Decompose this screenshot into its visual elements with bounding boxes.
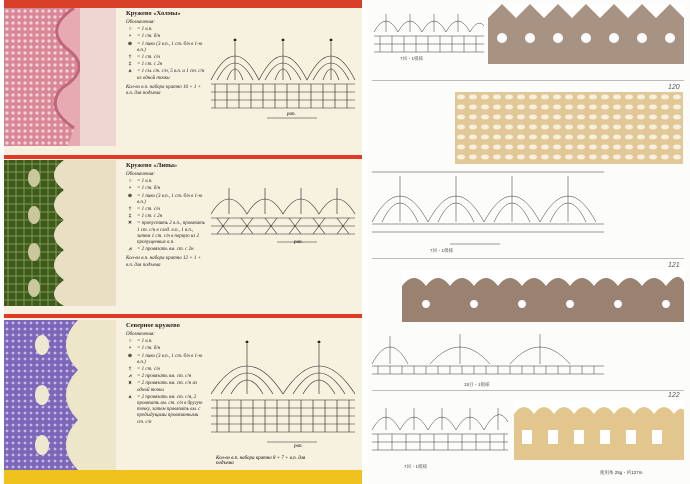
section-lipy xyxy=(4,160,362,310)
legend-row xyxy=(126,207,206,213)
pattern-repeat-label: 7回・1模様 xyxy=(430,248,454,253)
legend-symbol: ✕ xyxy=(127,221,133,227)
row-divider xyxy=(372,390,684,391)
legend-text: = 1 ст. с/н xyxy=(137,55,160,61)
green-lace-swatch xyxy=(4,160,116,306)
legend-text: = 1 ст. с/н xyxy=(137,207,160,213)
yarn-info-footer: 使用糸 25g・約127m xyxy=(600,470,643,475)
crochet-schema-lipy xyxy=(207,178,359,248)
stitch-count-note: Кол-во в.п. набора кратно 16 + 1 + в.п. для подъема xyxy=(126,84,201,97)
rapport-label: рап. xyxy=(294,444,303,449)
chart-pattern-122 xyxy=(370,400,510,464)
pink-lace-swatch xyxy=(4,8,116,146)
legend-symbol: ‡ xyxy=(128,62,132,68)
legend-text: = 1 ст. б/н xyxy=(137,346,161,352)
legend-holmy xyxy=(126,10,206,97)
pattern-repeat-label: 7回・1模様 xyxy=(400,56,424,61)
stitch-count-note: Кол-во в.п. набора кратно 8 + 7 + в.п. для подъема xyxy=(216,456,306,466)
legend-symbol: ○ xyxy=(128,339,132,345)
legend-symbol: ⊕ xyxy=(127,193,133,199)
taupe-lace-swatch xyxy=(488,4,684,64)
legend-symbol: ⩘ xyxy=(128,247,132,253)
legend-row xyxy=(126,194,206,206)
section-title: Кружево «Холмы» xyxy=(126,10,181,17)
legend-symbol: + xyxy=(128,34,132,40)
legend-text: = 2 провязать вм. ст. с/н xyxy=(137,374,192,380)
lace-photo-purple xyxy=(4,320,116,470)
stitch-count-note: Кол-во в.п. набора кратно 12 + 1 + в.п. для подъема xyxy=(126,256,201,268)
legend-text: = 1 пико (3 в.п., 1 ст. б/н в 1-ю в.п.) xyxy=(137,193,203,205)
legend-symbol: ⩙ xyxy=(128,381,132,387)
legend-label: Обозначения: xyxy=(126,20,155,25)
legend-row xyxy=(126,42,206,54)
legend-text: = 1 в.п. xyxy=(137,179,153,185)
section-divider xyxy=(4,155,362,159)
legend-row xyxy=(126,186,206,192)
lace-photo-green xyxy=(4,160,116,306)
lace-photo-122 xyxy=(514,400,684,460)
cream-lace-swatch xyxy=(455,92,683,164)
legend-text: = 1 ст. б/н xyxy=(137,186,161,192)
legend-text: = пропустить 2 в.п., провязать 1 ст. с/н в след. в.п., 1 в.п., затем 1 ст. с/н в первую из 2 пропущенных в.п. xyxy=(137,221,205,246)
legend-symbol: ○ xyxy=(128,27,132,33)
legend-symbol: + xyxy=(128,346,132,352)
legend-text: = 2 провязать вм. ст. с 2н xyxy=(137,247,194,253)
legend-text: = 1 ст. с 2н xyxy=(137,62,163,68)
section-title: Кружево «Липы» xyxy=(126,162,178,169)
legend-symbol: + xyxy=(128,186,132,192)
section-severnoe xyxy=(4,320,362,470)
legend-symbol: † xyxy=(128,207,132,213)
legend-row xyxy=(126,367,206,373)
row-divider xyxy=(372,258,684,259)
pattern-repeat-label: 15目・1模様 xyxy=(464,382,490,387)
lace-photo-pink xyxy=(4,8,116,146)
legend-text: = 1 ст. с 2н xyxy=(137,214,163,220)
crochet-schema-severnoe xyxy=(207,334,359,452)
legend-row xyxy=(126,247,206,253)
legend-text: = 1 в.п. xyxy=(137,339,153,345)
section-holmy xyxy=(4,8,362,153)
row-divider xyxy=(372,80,684,81)
legend-row xyxy=(126,339,206,345)
purple-lace-swatch xyxy=(4,320,116,470)
chart-pattern-120 xyxy=(370,166,606,250)
chart-pattern-121 xyxy=(370,326,606,382)
legend-symbol: ⊕ xyxy=(127,41,133,47)
section-divider xyxy=(4,314,362,318)
legend-row xyxy=(126,346,206,352)
lace-photo-1 xyxy=(488,4,684,64)
legend-symbol: ⊕ xyxy=(127,353,133,359)
left-bottom-band xyxy=(4,470,362,484)
legend-row xyxy=(126,69,206,81)
legend-row xyxy=(126,381,206,393)
legend-row xyxy=(126,62,206,68)
legend-severnoe xyxy=(126,322,206,426)
rapport-label: рап. xyxy=(294,240,303,245)
legend-text: = 1 пико (3 в.п., 1 ст. б/н в 1-ю в.п.) xyxy=(137,353,203,365)
left-top-band xyxy=(4,0,362,8)
legend-text: = 2 провязать вм. ст. с/н из одной точки xyxy=(137,381,197,393)
legend-row xyxy=(126,395,206,426)
beige-lace-swatch xyxy=(514,400,684,460)
legend-text: = 1 пико (3 в.п., 1 ст. б/н в 1-ю в.п.) xyxy=(137,41,203,53)
legend-lipy xyxy=(126,162,206,269)
pattern-number: 121 xyxy=(668,262,680,269)
lace-photo-121 xyxy=(402,270,684,322)
legend-row xyxy=(126,374,206,380)
legend-symbol: † xyxy=(128,367,132,373)
section-title: Северное кружево xyxy=(126,322,180,329)
legend-text: = 2 провязать вм. ст. с/н, 2 провязать вм. ст. с/н в другую точку, затем провязать вм. с предыдущими провязанными ст. с/н xyxy=(137,394,203,425)
legend-symbol: ○ xyxy=(128,179,132,185)
legend-symbol: ⩘ xyxy=(128,374,132,380)
legend-text: = 1 см. ст. с/н, 5 в.п. и 1 ст. с/н из одной точки xyxy=(137,69,205,81)
legend-text: = 1 ст. б/н xyxy=(137,34,161,40)
legend-symbol: ⩚ xyxy=(128,394,132,400)
legend-row xyxy=(126,214,206,220)
legend-row xyxy=(126,179,206,185)
legend-label: Обозначения: xyxy=(126,172,155,177)
legend-symbol: ⩚ xyxy=(128,69,132,75)
rapport-label: рап. xyxy=(287,112,296,117)
chart-pattern-1 xyxy=(372,6,486,66)
lace-photo-120 xyxy=(455,92,683,164)
legend-text: = 1 в.п. xyxy=(137,27,153,33)
legend-row xyxy=(126,354,206,366)
legend-row xyxy=(126,34,206,40)
legend-label: Обозначения: xyxy=(126,332,155,337)
legend-symbol: † xyxy=(128,55,132,61)
pattern-repeat-label: 7回・1模様 xyxy=(404,464,428,469)
pattern-number: 120 xyxy=(668,84,680,91)
legend-row xyxy=(126,221,206,246)
pattern-number: 122 xyxy=(668,392,680,399)
brown-lace-swatch xyxy=(402,270,684,322)
legend-symbol: ‡ xyxy=(128,214,132,220)
legend-row xyxy=(126,55,206,61)
legend-text: = 1 ст. с/н xyxy=(137,367,160,373)
legend-row xyxy=(126,27,206,33)
crochet-schema-holmy xyxy=(207,22,359,122)
